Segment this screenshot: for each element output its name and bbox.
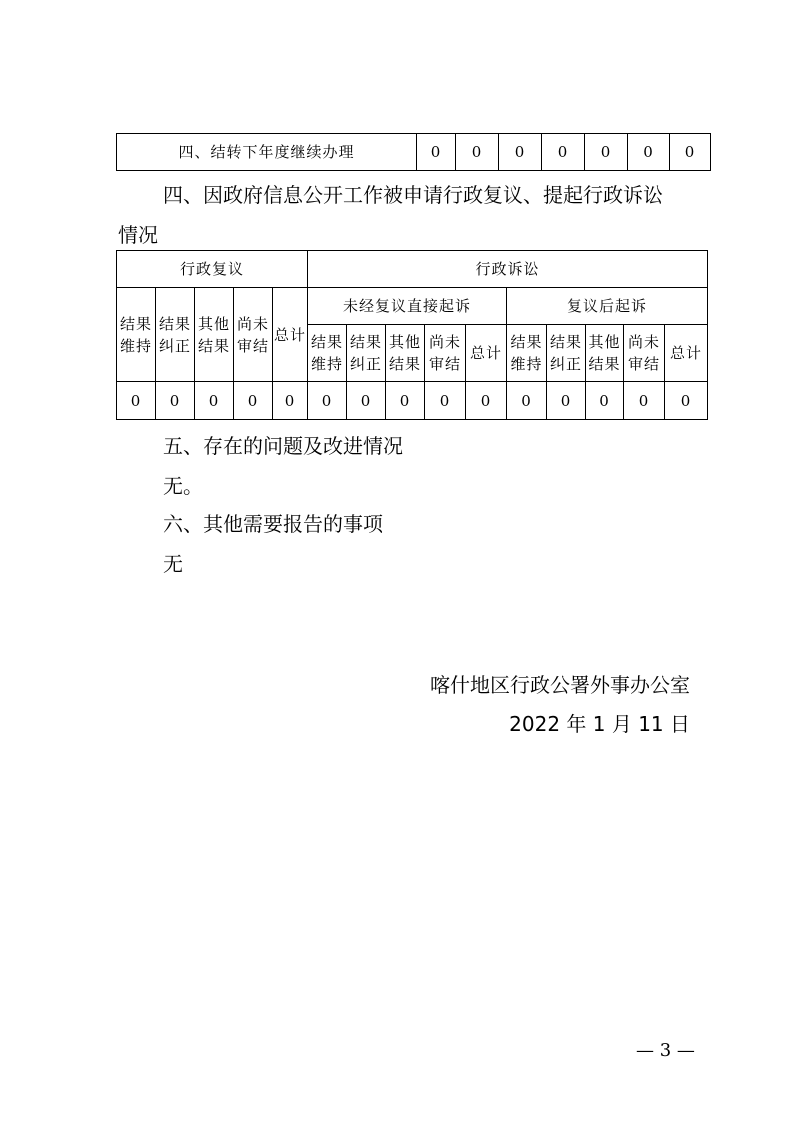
table-cell: 0 [547, 382, 586, 420]
table-cell: 0 [507, 382, 547, 420]
table-cell: 0 [585, 134, 628, 171]
section4-heading-line2: 情况 [118, 223, 158, 247]
col-header: 尚未审结 [234, 288, 273, 382]
col-header: 结果维持 [308, 325, 347, 382]
admin-review-header: 行政复议 [117, 251, 308, 288]
section6-heading: 六、其他需要报告的事项 [163, 512, 383, 536]
table-cell: 0 [542, 134, 585, 171]
table-cell: 0 [234, 382, 273, 420]
signature-date: 2022 年 1 月 11 日 [509, 712, 690, 736]
section5-text: 无。 [163, 474, 203, 498]
carryover-table [116, 133, 711, 171]
col-header: 总计 [466, 325, 507, 382]
admin-litigation-header: 行政诉讼 [308, 251, 708, 288]
direct-suit-header: 未经复议直接起诉 [308, 288, 507, 325]
carryover-label: 四、结转下年度继续办理 [117, 134, 417, 171]
table-cell: 0 [273, 382, 308, 420]
col-header: 结果纠正 [347, 325, 386, 382]
review-litigation-table [116, 250, 708, 420]
col-header: 其他结果 [586, 325, 624, 382]
table-cell: 0 [417, 134, 456, 171]
table-cell: 0 [586, 382, 624, 420]
col-header: 结果纠正 [156, 288, 195, 382]
table-cell: 0 [425, 382, 466, 420]
table-cell: 0 [156, 382, 195, 420]
table-cell: 0 [308, 382, 347, 420]
page-number: — 3 — [636, 1040, 695, 1061]
table-cell: 0 [499, 134, 542, 171]
col-header: 其他结果 [195, 288, 234, 382]
table-row [117, 288, 708, 325]
section5-heading: 五、存在的问题及改进情况 [163, 434, 403, 458]
table-cell: 0 [628, 134, 670, 171]
section4-heading-line1: 四、因政府信息公开工作被申请行政复议、提起行政诉讼 [163, 183, 663, 207]
table-cell: 0 [117, 382, 156, 420]
table-row [117, 251, 708, 288]
col-header: 尚未审结 [624, 325, 665, 382]
col-header: 总计 [665, 325, 708, 382]
table-row [117, 134, 711, 171]
signature-org: 喀什地区行政公署外事办公室 [430, 673, 690, 697]
suit-after-review-header: 复议后起诉 [507, 288, 708, 325]
table-cell: 0 [195, 382, 234, 420]
table-cell: 0 [386, 382, 425, 420]
col-header: 尚未审结 [425, 325, 466, 382]
table-cell: 0 [624, 382, 665, 420]
col-header: 结果维持 [507, 325, 547, 382]
table-cell: 0 [466, 382, 507, 420]
col-header: 结果纠正 [547, 325, 586, 382]
table-cell: 0 [670, 134, 711, 171]
col-header: 总计 [273, 288, 308, 382]
section6-text: 无 [163, 552, 183, 576]
col-header: 结果维持 [117, 288, 156, 382]
table-cell: 0 [456, 134, 499, 171]
table-row [117, 382, 708, 420]
col-header: 其他结果 [386, 325, 425, 382]
table-cell: 0 [665, 382, 708, 420]
table-cell: 0 [347, 382, 386, 420]
